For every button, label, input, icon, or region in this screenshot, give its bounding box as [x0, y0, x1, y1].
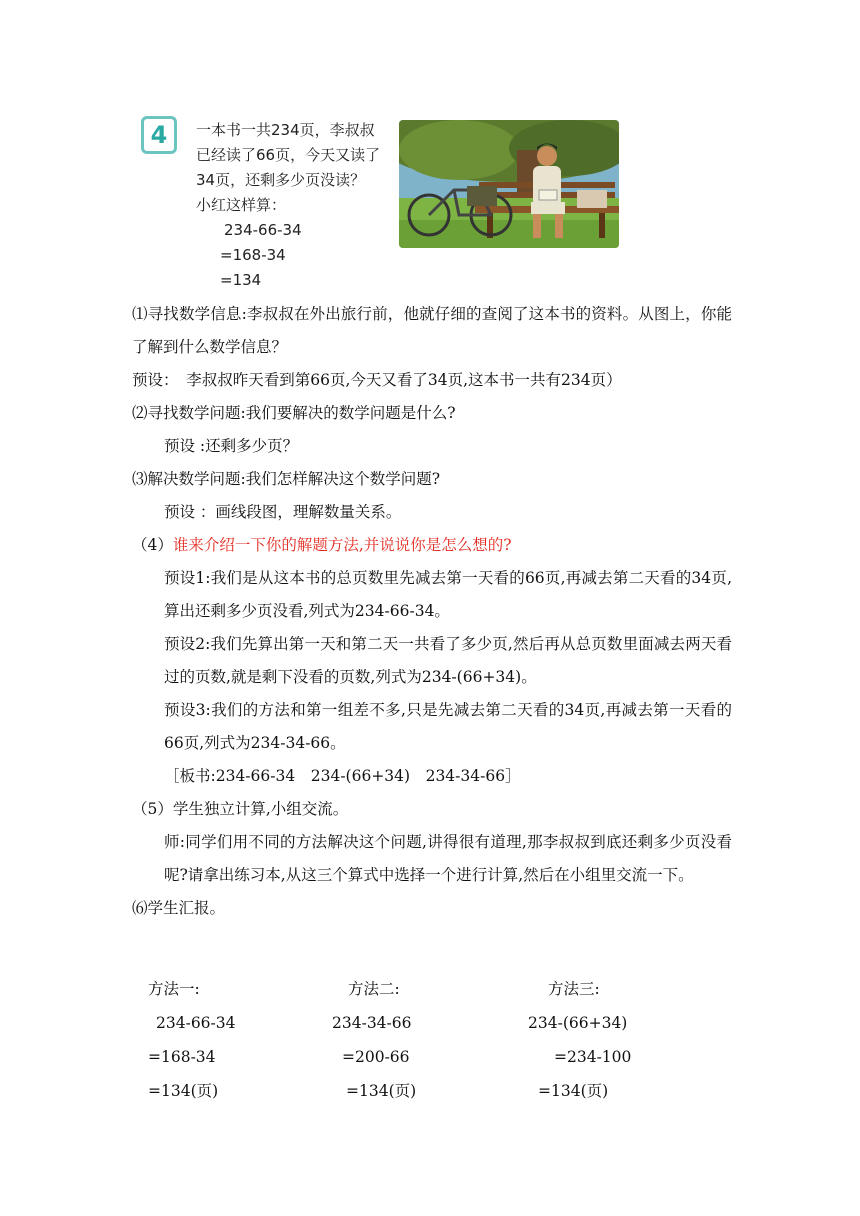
- problem-line: 已经读了66页，今天又读了: [196, 146, 381, 164]
- method-title: 方法三:: [548, 980, 600, 998]
- paragraph: 预设1:我们是从这本书的总页数里先减去第一天看的66页,再减去第二天看的34页,算出还剩多少页没看,列式为234-66-34。: [164, 569, 732, 620]
- method-line: =168-34: [148, 1048, 216, 1066]
- method-line: =234-100: [554, 1048, 632, 1066]
- method-line: =134(页): [538, 1082, 609, 1100]
- paragraph: ⑴寻找数学信息:李叔叔在外出旅行前，他就仔细的查阅了这本书的资料。从图上，你能了解到什么数学信息？: [132, 305, 732, 356]
- method-title: 方法一:: [148, 980, 200, 998]
- problem-text: [196, 118, 406, 293]
- method-line: 234-34-66: [332, 1014, 412, 1032]
- paragraph: 预设 ：画线段图，理解数量关系。: [164, 503, 402, 521]
- illustration-man-reading-on-bench: [399, 120, 619, 248]
- calc-line: 234-66-34: [224, 221, 302, 239]
- problem-line: 小红这样算：: [196, 196, 287, 214]
- method-column: [148, 972, 236, 1108]
- method-column: [528, 972, 631, 1108]
- paragraph-prefix: （4）: [132, 536, 173, 554]
- method-line: =134(页): [346, 1082, 417, 1100]
- paragraph: [132, 529, 732, 562]
- paragraph: ［板书:234-66-34 234-(66+34) 234-34-66］: [164, 767, 521, 785]
- method-line: =134(页): [148, 1082, 219, 1100]
- calc-line: =134: [220, 271, 262, 289]
- problem-number-badge: 4: [141, 116, 177, 154]
- problem-line: 一本书一共234页，李叔叔: [196, 121, 375, 139]
- paragraph: 预设2:我们先算出第一天和第二天一共看了多少页,然后再从总页数里面减去两天看过的页数,就是剩下没看的页数,列式为234-(66+34)。: [164, 635, 732, 686]
- paragraph: ⑵寻找数学问题:我们要解决的数学问题是什么?: [132, 404, 456, 422]
- paragraph: 师:同学们用不同的方法解决这个问题,讲得很有道理,那李叔叔到底还剩多少页没看呢?请拿出练习本,从这三个算式中选择一个进行计算,然后在小组里交流一下。: [164, 833, 732, 884]
- method-column: [332, 972, 416, 1108]
- paragraph: 预设 :还剩多少页？: [164, 437, 299, 455]
- calc-line: =168-34: [220, 246, 286, 264]
- paragraph: 预设： 李叔叔昨天看到第66页,今天又看了34页,这本书一共有234页）: [132, 371, 622, 389]
- method-line: 234-(66+34): [528, 1014, 628, 1032]
- method-line: 234-66-34: [156, 1014, 236, 1032]
- lesson-body: [132, 298, 732, 925]
- highlighted-question: 谁来介绍一下你的解题方法,并说说你是怎么想的?: [172, 536, 512, 554]
- paragraph: 预设3:我们的方法和第一组差不多,只是先减去第二天看的34页,再减去第一天看的66页,列式为234-34-66。: [164, 701, 732, 752]
- method-title: 方法二:: [348, 980, 400, 998]
- problem-line: 34页，还剩多少页没读？: [196, 171, 366, 189]
- paragraph: ⑹学生汇报。: [132, 899, 226, 917]
- method-line: =200-66: [342, 1048, 410, 1066]
- problem-card: [141, 110, 621, 290]
- paragraph: （5）学生独立计算,小组交流。: [132, 800, 349, 818]
- paragraph: ⑶解决数学问题:我们怎样解决这个数学问题?: [132, 470, 441, 488]
